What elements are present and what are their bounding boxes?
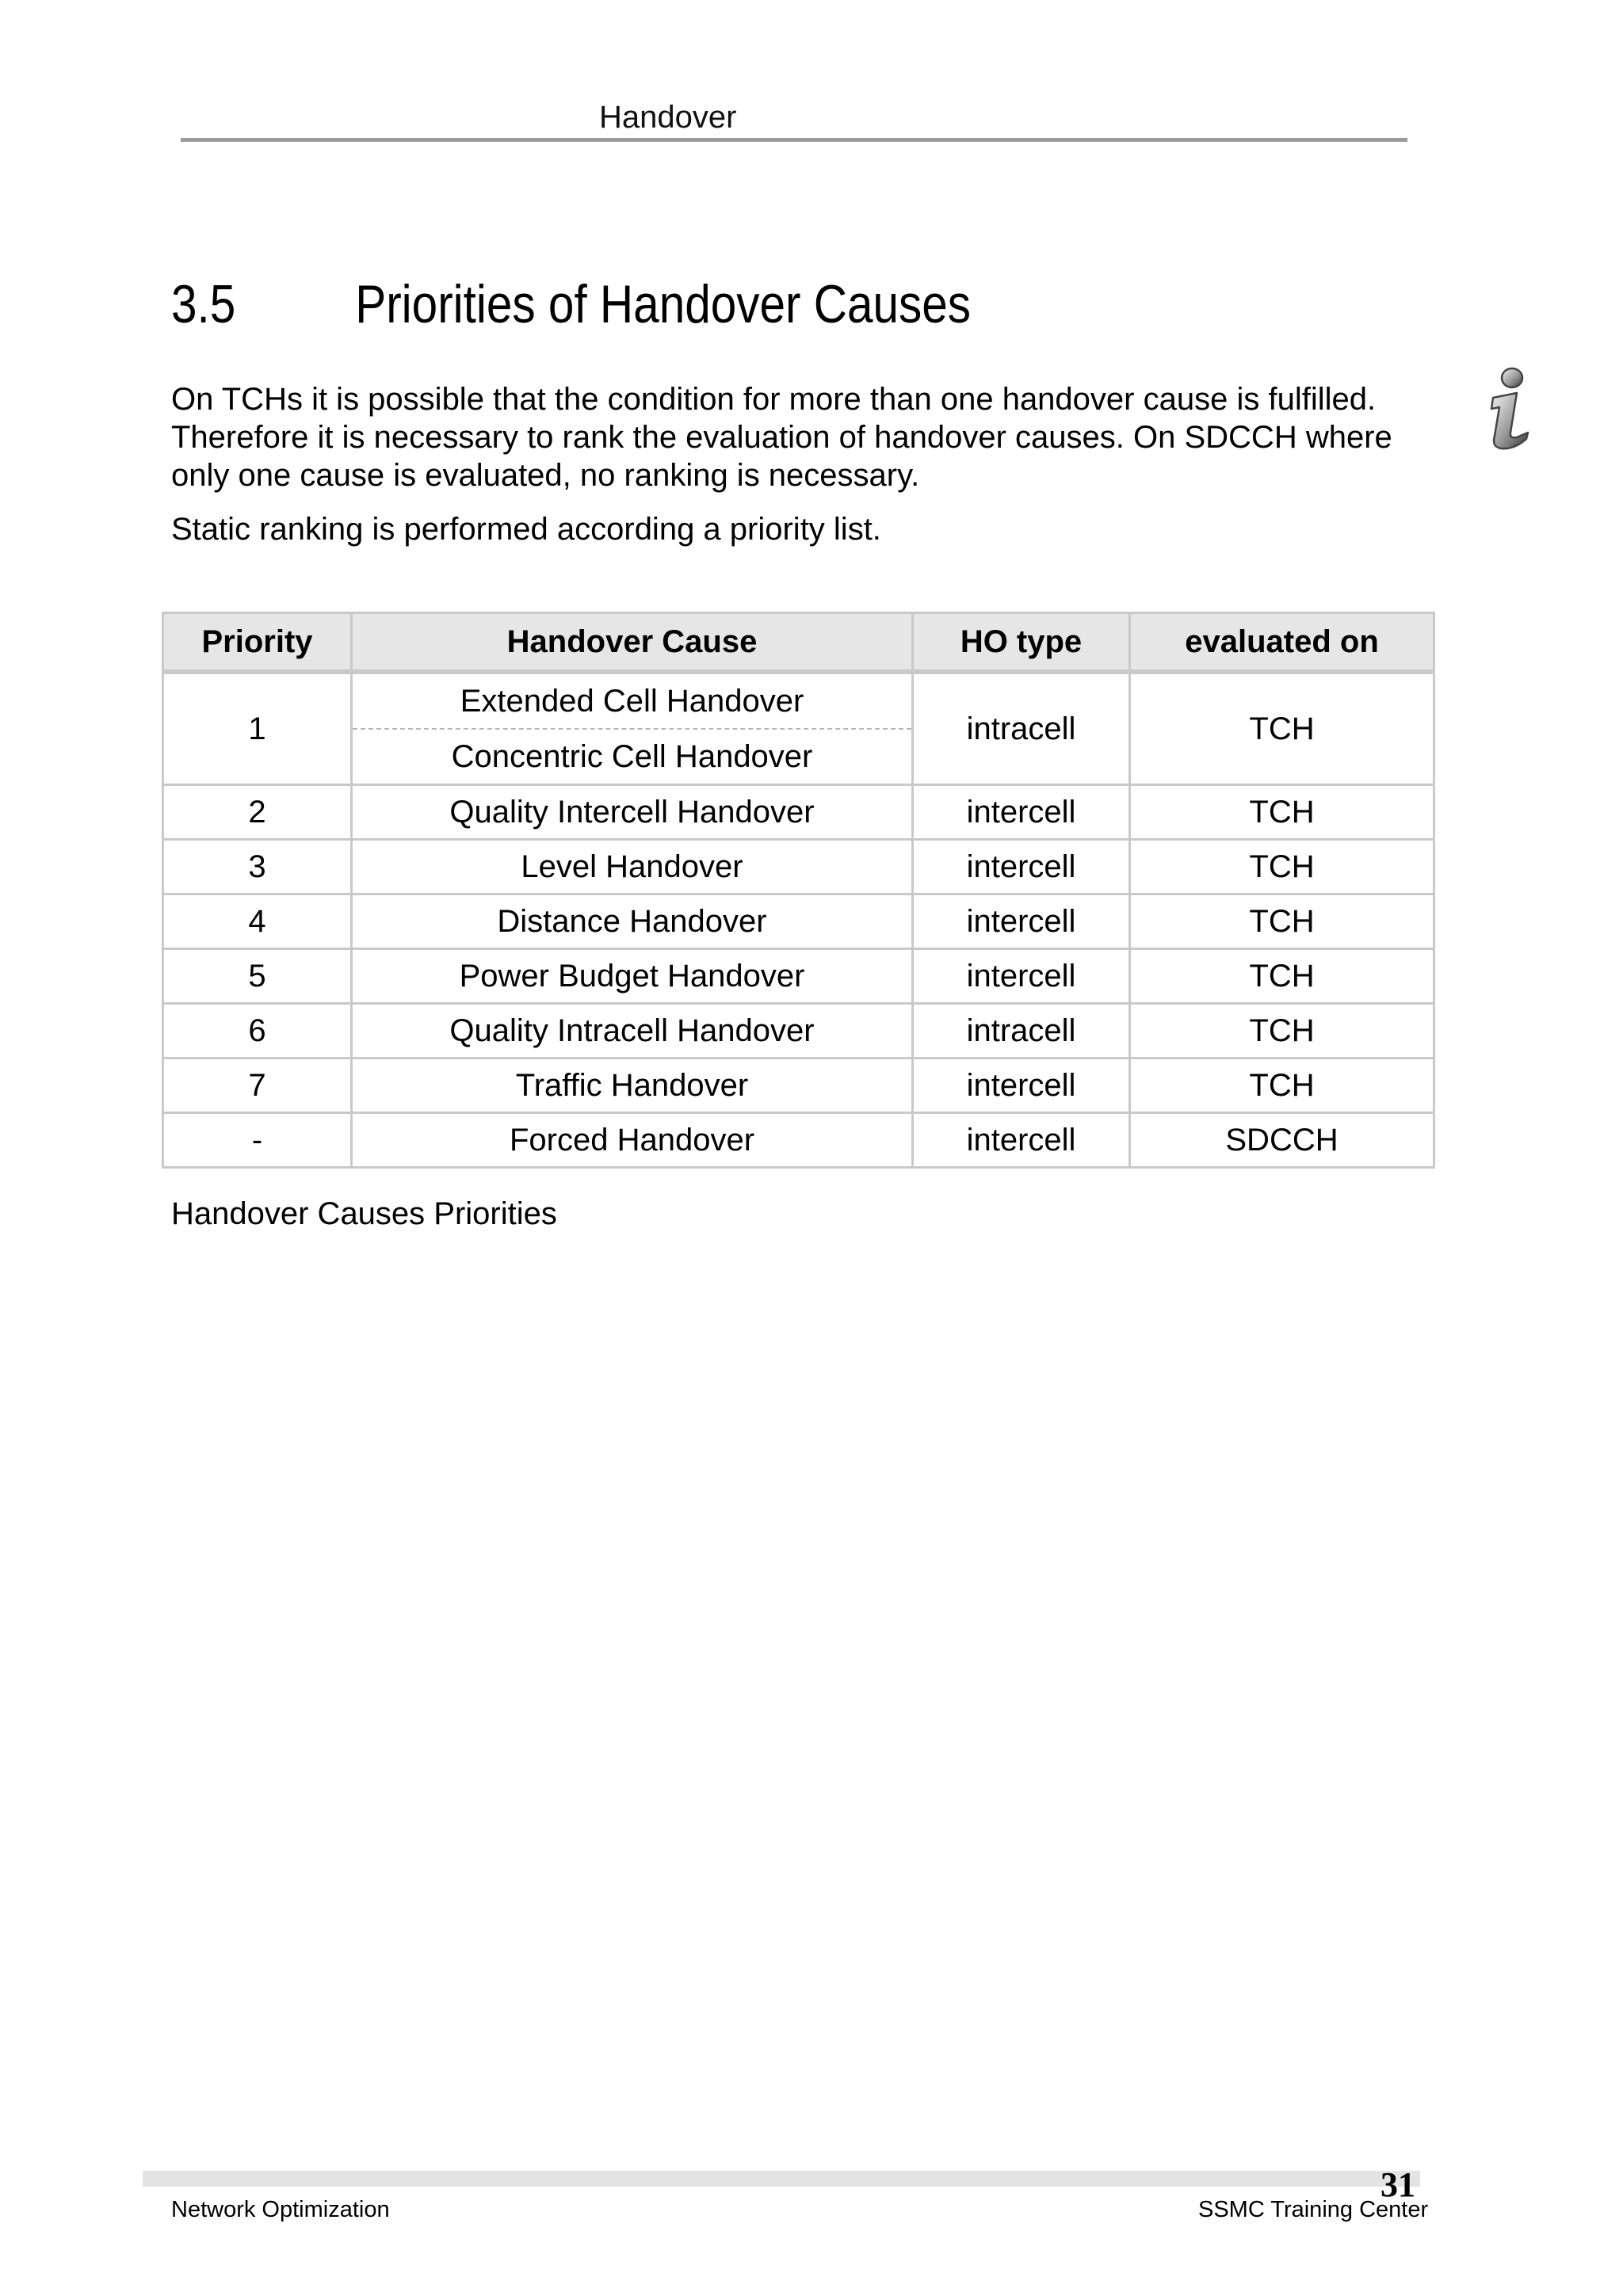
priority-cell: -	[163, 1113, 352, 1168]
priority-cell: 5	[163, 949, 352, 1004]
table-row	[163, 1058, 1434, 1113]
priority-cell: 3	[163, 840, 352, 894]
table-row	[163, 1113, 1434, 1168]
cause-cell: Concentric Cell Handover	[352, 729, 913, 785]
footer-right-text: SSMC Training Center	[1198, 2197, 1429, 2222]
footer-left-text: Network Optimization	[171, 2197, 390, 2222]
ho-type-cell: intercell	[913, 840, 1130, 894]
cause-cell: Quality Intercell Handover	[352, 785, 913, 840]
info-icon	[1482, 366, 1537, 455]
table-row	[163, 785, 1434, 840]
column-header-priority: Priority	[163, 613, 352, 673]
cause-cell: Forced Handover	[352, 1113, 913, 1168]
table-header-row	[163, 613, 1434, 673]
table-row	[163, 672, 1434, 729]
priority-cell: 4	[163, 894, 352, 949]
evaluated-on-cell: TCH	[1130, 949, 1434, 1004]
header-rule	[181, 138, 1407, 142]
table-row	[163, 840, 1434, 894]
section-number: 3.5	[171, 274, 236, 334]
page-number: 31	[1381, 2165, 1415, 2204]
evaluated-on-cell: TCH	[1130, 840, 1434, 894]
priority-cell: 6	[163, 1004, 352, 1058]
ho-type-cell: intracell	[913, 672, 1130, 785]
ho-type-cell: intercell	[913, 1113, 1130, 1168]
priority-cell: 7	[163, 1058, 352, 1113]
cause-cell: Quality Intracell Handover	[352, 1004, 913, 1058]
table-row	[163, 1004, 1434, 1058]
evaluated-on-cell: SDCCH	[1130, 1113, 1434, 1168]
cause-cell: Extended Cell Handover	[352, 672, 913, 729]
ho-type-cell: intercell	[913, 785, 1130, 840]
cause-cell: Power Budget Handover	[352, 949, 913, 1004]
ranking-paragraph: Static ranking is performed according a priority list.	[171, 512, 881, 547]
evaluated-on-cell: TCH	[1130, 894, 1434, 949]
ho-type-cell: intracell	[913, 1004, 1130, 1058]
footer-bar	[143, 2171, 1420, 2187]
evaluated-on-cell: TCH	[1130, 1004, 1434, 1058]
column-header-handover-cause: Handover Cause	[352, 613, 913, 673]
priority-cell: 1	[163, 672, 352, 785]
ho-type-cell: intercell	[913, 949, 1130, 1004]
section-title-text: Priorities of Handover Causes	[355, 274, 972, 334]
cause-cell: Level Handover	[352, 840, 913, 894]
evaluated-on-cell: TCH	[1130, 1058, 1434, 1113]
intro-paragraph: On TCHs it is possible that the condition for more than one handover cause is fulfilled. Therefore it is necessary to rank the evaluation of handover causes. On SDCCH where only one cause is evaluated, no ranking is necessary.	[171, 382, 1392, 493]
section-title	[171, 273, 971, 336]
table-row	[163, 894, 1434, 949]
ho-type-cell: intercell	[913, 894, 1130, 949]
table-row	[163, 949, 1434, 1004]
handover-priorities-table	[162, 612, 1435, 1169]
column-header-evaluated-on: evaluated on	[1130, 613, 1434, 673]
evaluated-on-cell: TCH	[1130, 785, 1434, 840]
cause-cell: Distance Handover	[352, 894, 913, 949]
priority-cell: 2	[163, 785, 352, 840]
running-header: Handover	[599, 100, 737, 135]
column-header-ho-type: HO type	[913, 613, 1130, 673]
ho-type-cell: intercell	[913, 1058, 1130, 1113]
table-caption: Handover Causes Priorities	[171, 1196, 557, 1231]
cause-cell: Traffic Handover	[352, 1058, 913, 1113]
evaluated-on-cell: TCH	[1130, 672, 1434, 785]
